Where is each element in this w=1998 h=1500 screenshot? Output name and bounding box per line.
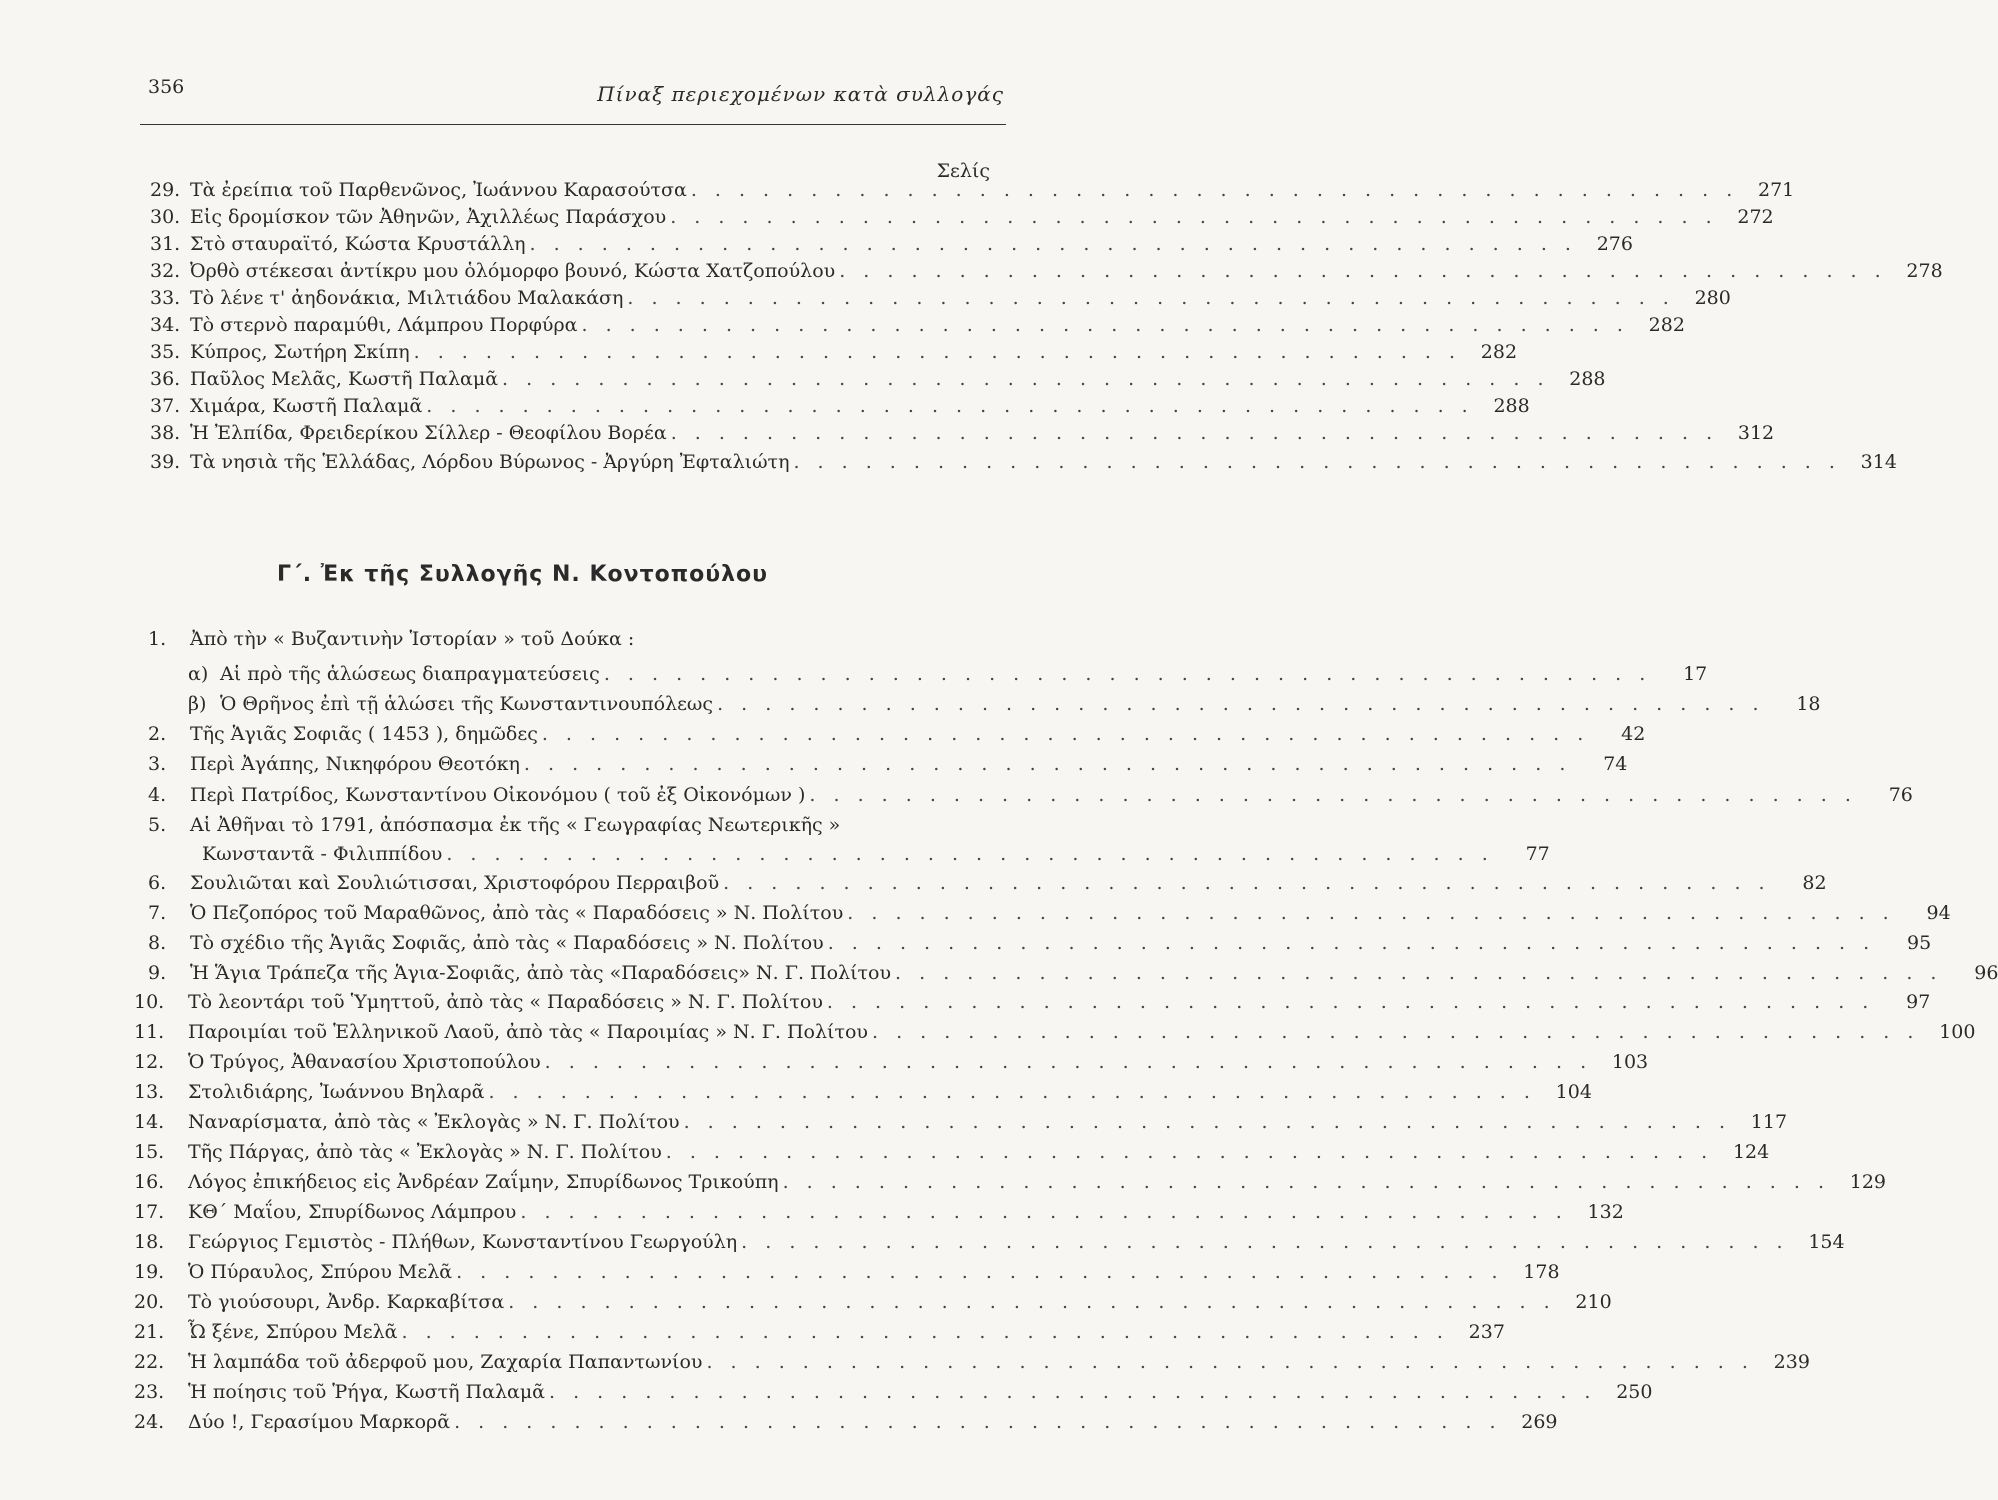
- entry-number: 22.: [134, 1351, 165, 1373]
- entry-title: Αἱ Ἀθῆναι τὸ 1791, ἀπόσπασμα ἐκ τῆς « Γεωγραφίας Νεωτερικῆς »: [190, 814, 841, 836]
- toc-entry: [150, 203, 1774, 231]
- entry-title: Δύο !, Γερασίμου Μαρκορᾶ: [188, 1411, 451, 1433]
- entry-number: 31.: [150, 233, 181, 255]
- entry-title: Χιμάρα, Κωστῆ Παλαμᾶ: [190, 395, 423, 417]
- entry-title: Αἱ πρὸ τῆς ἁλώσεως διαπραγματεύσεις: [220, 663, 600, 685]
- entry-page: 95: [1906, 932, 1932, 954]
- dot-leader: . . . . . . . . . . . . . . . . . . . . . . . . . . . . . . . . . . . . . . . . . . . .: [895, 962, 1943, 984]
- entry-title: Ὦ ξένε, Σπύρου Μελᾶ: [188, 1321, 398, 1343]
- entry-page: 104: [1555, 1081, 1592, 1103]
- entry-number: 32.: [150, 260, 181, 282]
- toc-entry: [134, 1018, 1976, 1046]
- entry-page: 94: [1926, 902, 1951, 924]
- entry-number: 24.: [134, 1411, 165, 1433]
- header-rule: [140, 124, 1006, 125]
- entry-page: 154: [1808, 1231, 1845, 1253]
- entry-page: 282: [1480, 341, 1518, 363]
- entry-page: 82: [1802, 872, 1827, 894]
- toc-entry: [134, 1318, 1505, 1346]
- entry-page: 269: [1521, 1411, 1558, 1433]
- entry-title: Ἡ λαμπάδα τοῦ ἀδερφοῦ μου, Ζαχαρία Παπαντωνίου: [188, 1351, 703, 1373]
- entry-number: 20.: [134, 1291, 165, 1313]
- toc-entry: [150, 311, 1685, 339]
- toc-entry: [148, 869, 1827, 897]
- entry-title: Λόγος ἐπικήδειος εἰς Ἀνδρέαν Ζαΐμην, Σπυρίδωνος Τρικούπη: [188, 1171, 779, 1193]
- dot-leader: . . . . . . . . . . . . . . . . . . . . . . . . . . . . . . . . . . . . . . . . . . . .: [670, 422, 1719, 444]
- entry-title: Σουλιῶται καὶ Σουλιώτισσαι, Χριστοφόρου Περραιβοῦ: [190, 872, 720, 894]
- entry-page: 129: [1849, 1171, 1887, 1193]
- dot-leader: . . . . . . . . . . . . . . . . . . . . . . . . . . . . . . . . . . . . . . . . . . . .: [454, 1411, 1502, 1433]
- entry-number: 16.: [134, 1171, 165, 1193]
- toc-entry: [148, 720, 1646, 748]
- entry-page: 18: [1796, 693, 1821, 715]
- dot-leader: . . . . . . . . . . . . . . . . . . . . . . . . . . . . . . . . . . . . . . . . . . . .: [741, 1231, 1789, 1253]
- entry-page: 271: [1758, 179, 1795, 201]
- dot-leader: . . . . . . . . . . . . . . . . . . . . . . . . . . . . . . . . . . . . . . . . . . . .: [541, 723, 1590, 745]
- entry-page: 237: [1468, 1321, 1505, 1343]
- toc-entry: [148, 625, 990, 653]
- entry-title: ΚΘ΄ Μαΐου, Σπυρίδωνος Λάμπρου: [188, 1201, 517, 1223]
- entry-page: 280: [1694, 287, 1731, 309]
- toc-entry: [134, 1048, 1649, 1076]
- dot-leader: . . . . . . . . . . . . . . . . . . . . . . . . . . . . . . . . . . . . . . . . . . . .: [488, 1081, 1536, 1103]
- toc-entry: [134, 1378, 1653, 1406]
- dot-leader: . . . . . . . . . . . . . . . . . . . . . . . . . . . . . . . . . . . . . . . . . . . .: [523, 753, 1572, 775]
- toc-entry: [150, 448, 1897, 476]
- toc-entry: [134, 1078, 1592, 1106]
- toc-entry: [188, 660, 1708, 688]
- dot-leader: . . . . . . . . . . . . . . . . . . . . . . . . . . . . . . . . . . . . . . . . . . . .: [683, 1111, 1732, 1133]
- toc-entry: [134, 1168, 1887, 1196]
- entry-page: 314: [1860, 451, 1897, 473]
- toc-entry: [134, 1198, 1624, 1226]
- entry-title: Τὸ λένε τ' ἀηδονάκια, Μιλτιάδου Μαλακάση: [190, 287, 624, 309]
- entry-title: Ὁ Πύραυλος, Σπύρου Μελᾶ: [188, 1261, 453, 1283]
- toc-entry: [148, 840, 1550, 868]
- page-column-label: Σελίς: [936, 160, 990, 182]
- dot-leader: . . . . . . . . . . . . . . . . . . . . . . . . . . . . . . . . . . . . . . . . . . . .: [544, 1051, 1593, 1073]
- toc-entry: [134, 1408, 1558, 1436]
- entry-number: 1.: [148, 628, 167, 650]
- entry-page: 278: [1906, 260, 1943, 282]
- entry-number: 4.: [148, 784, 167, 806]
- entry-number: 30.: [150, 206, 181, 228]
- dot-leader: . . . . . . . . . . . . . . . . . . . . . . . . . . . . . . . . . . . . . . . . . . . .: [502, 368, 1550, 390]
- entry-number: 9.: [148, 962, 167, 984]
- entry-page: 276: [1596, 233, 1633, 255]
- entry-page: 124: [1732, 1141, 1770, 1163]
- entry-page: 100: [1939, 1021, 1976, 1043]
- dot-leader: . . . . . . . . . . . . . . . . . . . . . . . . . . . . . . . . . . . . . . . . . . . .: [827, 932, 1876, 954]
- dot-leader: . . . . . . . . . . . . . . . . . . . . . . . . . . . . . . . . . . . . . . . . . . . .: [847, 902, 1895, 924]
- dot-leader: . . . . . . . . . . . . . . . . . . . . . . . . . . . . . . . . . . . . . . . . . . . .: [839, 260, 1887, 282]
- entry-title: Ὀρθὸ στέκεσαι ἀντίκρυ μου ὁλόμορφο βουνό, Κώστα Χατζοπούλου: [190, 260, 836, 282]
- entry-page: 250: [1616, 1381, 1653, 1403]
- page-number: 356: [148, 76, 185, 98]
- entry-title: Στὸ σταυραϊτό, Κώστα Κρυστάλλη: [190, 233, 526, 255]
- entry-number: 8.: [148, 932, 167, 954]
- entry-number: β): [188, 693, 207, 715]
- entry-page: 42: [1621, 723, 1646, 745]
- dot-leader: . . . . . . . . . . . . . . . . . . . . . . . . . . . . . . . . . . . . . . . . . . . .: [665, 1141, 1714, 1163]
- entry-number: 21.: [134, 1321, 165, 1343]
- entry-number: 17.: [134, 1201, 165, 1223]
- toc-entry: [134, 1228, 1845, 1256]
- entry-number: 34.: [150, 314, 181, 336]
- toc-entry: [150, 392, 1530, 420]
- toc-entry: [148, 959, 1998, 987]
- toc-entry: [150, 419, 1775, 447]
- page-header: [148, 76, 1004, 110]
- toc-entry: [150, 176, 1795, 204]
- dot-leader: . . . . . . . . . . . . . . . . . . . . . . . . . . . . . . . . . . . . . . . . . . . .: [871, 1021, 1920, 1043]
- entry-title: Περὶ Ἀγάπης, Νικηφόρου Θεοτόκη: [190, 753, 520, 775]
- dot-leader: . . . . . . . . . . . . . . . . . . . . . . . . . . . . . . . . . . . . . . . . . . . .: [782, 1171, 1831, 1193]
- toc-entry: [148, 899, 1951, 927]
- entry-title: Τῆς Πάργας, ἀπὸ τὰς « Ἐκλογὰς » Ν. Γ. Πολίτου: [188, 1141, 662, 1163]
- entry-title: Τὸ στερνὸ παραμύθι, Λάμπρου Πορφύρα: [190, 314, 578, 336]
- entry-number: 18.: [134, 1231, 165, 1253]
- dot-leader: . . . . . . . . . . . . . . . . . . . . . . . . . . . . . . . . . . . . . . . . . . . .: [456, 1261, 1504, 1283]
- entry-page: 312: [1737, 422, 1775, 444]
- dot-leader: . . . . . . . . . . . . . . . . . . . . . . . . . . . . . . . . . . . . . . . . . . . .: [549, 1381, 1597, 1403]
- entry-title: Τὰ ἐρείπια τοῦ Παρθενῶνος, Ἰωάννου Καρασούτσα: [190, 179, 687, 201]
- entry-page: 76: [1888, 784, 1913, 806]
- entry-number: 35.: [150, 341, 181, 363]
- toc-entry: [148, 811, 990, 839]
- entry-page: 117: [1750, 1111, 1788, 1133]
- entry-title: Τὸ γιούσουρι, Ἀνδρ. Καρκαβίτσα: [188, 1291, 505, 1313]
- entry-title: Τὸ σχέδιο τῆς Ἁγιᾶς Σοφιᾶς, ἀπὸ τὰς « Παραδόσεις » Ν. Πολίτου: [190, 932, 824, 954]
- entry-title: Παῦλος Μελᾶς, Κωστῆ Παλαμᾶ: [190, 368, 499, 390]
- dot-leader: . . . . . . . . . . . . . . . . . . . . . . . . . . . . . . . . . . . . . . . . . . . .: [717, 693, 1765, 715]
- dot-leader: . . . . . . . . . . . . . . . . . . . . . . . . . . . . . . . . . . . . . . . . . . . .: [670, 206, 1718, 228]
- entry-number: 19.: [134, 1261, 165, 1283]
- toc-entry: [150, 338, 1518, 366]
- entry-page: 96: [1974, 962, 1998, 984]
- entry-number: 38.: [150, 422, 181, 444]
- entry-title: Παροιμίαι τοῦ Ἑλληνικοῦ Λαοῦ, ἀπὸ τὰς « Παροιμίας » Ν. Γ. Πολίτου: [188, 1021, 868, 1043]
- toc-entry: [150, 257, 1943, 285]
- entry-title: Εἰς δρομίσκον τῶν Ἀθηνῶν, Ἀχιλλέως Παράσχου: [190, 206, 667, 228]
- entry-title: Ἡ Ἅγια Τράπεζα τῆς Ἁγια-Σοφιᾶς, ἀπὸ τὰς «Παραδόσεις» Ν. Γ. Πολίτου: [190, 962, 892, 984]
- entry-title: Ἡ ποίησις τοῦ Ῥήγα, Κωστῆ Παλαμᾶ: [188, 1381, 545, 1403]
- entry-title: Ἡ Ἐλπίδα, Φρειδερίκου Σίλλερ - Θεοφίλου Βορέα: [190, 422, 667, 444]
- dot-leader: . . . . . . . . . . . . . . . . . . . . . . . . . . . . . . . . . . . . . . . . . . . .: [581, 314, 1629, 336]
- entry-title: Κωνσταντᾶ - Φιλιππίδου: [202, 843, 443, 865]
- entry-title: Τὰ νησιὰ τῆς Ἑλλάδας, Λόρδου Βύρωνος - Ἀργύρη Ἐφταλιώτη: [190, 451, 790, 473]
- entry-page: 77: [1525, 843, 1550, 865]
- dot-leader: . . . . . . . . . . . . . . . . . . . . . . . . . . . . . . . . . . . . . . . . . . . .: [690, 179, 1739, 201]
- entry-title: Ὁ Τρύγος, Ἀθανασίου Χριστοπούλου: [188, 1051, 541, 1073]
- entry-number: 36.: [150, 368, 181, 390]
- toc-entry: [134, 1348, 1810, 1376]
- entry-title: Τῆς Ἁγιᾶς Σοφιᾶς ( 1453 ), δημῶδες: [190, 723, 538, 745]
- toc-entry: [150, 365, 1606, 393]
- entry-number: 10.: [134, 991, 165, 1013]
- entry-number: 15.: [134, 1141, 165, 1163]
- dot-leader: . . . . . . . . . . . . . . . . . . . . . . . . . . . . . . . . . . . . . . . . . . . .: [413, 341, 1462, 363]
- dot-leader: . . . . . . . . . . . . . . . . . . . . . . . . . . . . . . . . . . . . . . . . . . . .: [826, 991, 1875, 1013]
- entry-page: 178: [1523, 1261, 1560, 1283]
- dot-leader: . . . . . . . . . . . . . . . . . . . . . . . . . . . . . . . . . . . . . . . . . . . .: [446, 843, 1494, 865]
- entry-title: Περὶ Πατρίδος, Κωνσταντίνου Οἰκονόμου ( τοῦ ἐξ Οἰκονόμων ): [190, 784, 806, 806]
- entry-title: Ὁ Πεζοπόρος τοῦ Μαραθῶνος, ἀπὸ τὰς « Παραδόσεις » Ν. Πολίτου: [190, 902, 844, 924]
- entry-title: Ναναρίσματα, ἀπὸ τὰς « Ἐκλογὰς » Ν. Γ. Πολίτου: [188, 1111, 680, 1133]
- dot-leader: . . . . . . . . . . . . . . . . . . . . . . . . . . . . . . . . . . . . . . . . . . . .: [508, 1291, 1556, 1313]
- entry-number: 13.: [134, 1081, 165, 1103]
- dot-leader: . . . . . . . . . . . . . . . . . . . . . . . . . . . . . . . . . . . . . . . . . . . .: [627, 287, 1675, 309]
- dot-leader: . . . . . . . . . . . . . . . . . . . . . . . . . . . . . . . . . . . . . . . . . . . .: [529, 233, 1577, 255]
- entry-number: 39.: [150, 451, 181, 473]
- entry-number: 6.: [148, 872, 167, 894]
- entry-page: 272: [1737, 206, 1774, 228]
- entry-number: 3.: [148, 753, 167, 775]
- dot-leader: . . . . . . . . . . . . . . . . . . . . . . . . . . . . . . . . . . . . . . . . . . . .: [520, 1201, 1568, 1223]
- toc-entry: [150, 230, 1633, 258]
- entry-number: 5.: [148, 814, 167, 836]
- entry-page: 239: [1773, 1351, 1810, 1373]
- dot-leader: . . . . . . . . . . . . . . . . . . . . . . . . . . . . . . . . . . . . . . . . . . . .: [426, 395, 1474, 417]
- dot-leader: . . . . . . . . . . . . . . . . . . . . . . . . . . . . . . . . . . . . . . . . . . . .: [603, 663, 1652, 685]
- entry-number: 11.: [134, 1021, 165, 1043]
- entry-page: 288: [1493, 395, 1530, 417]
- entry-title: Στολιδιάρης, Ἰωάννου Βηλαρᾶ: [188, 1081, 485, 1103]
- dot-leader: . . . . . . . . . . . . . . . . . . . . . . . . . . . . . . . . . . . . . . . . . . . .: [793, 451, 1841, 473]
- entry-page: 103: [1611, 1051, 1649, 1073]
- entry-page: 132: [1587, 1201, 1624, 1223]
- toc-entry: [134, 1138, 1770, 1166]
- entry-page: 97: [1906, 991, 1931, 1013]
- dot-leader: . . . . . . . . . . . . . . . . . . . . . . . . . . . . . . . . . . . . . . . . . . . .: [706, 1351, 1754, 1373]
- entry-number: 23.: [134, 1381, 165, 1403]
- dot-leader: . . . . . . . . . . . . . . . . . . . . . . . . . . . . . . . . . . . . . . . . . . . .: [723, 872, 1771, 894]
- dot-leader: . . . . . . . . . . . . . . . . . . . . . . . . . . . . . . . . . . . . . . . . . . . .: [401, 1321, 1449, 1343]
- entry-number: 7.: [148, 902, 167, 924]
- entry-page: 17: [1683, 663, 1708, 685]
- entry-number: 29.: [150, 179, 181, 201]
- toc-entry: [148, 929, 1932, 957]
- toc-entry: [134, 1288, 1612, 1316]
- entry-page: 210: [1575, 1291, 1612, 1313]
- entry-page: 288: [1569, 368, 1606, 390]
- toc-entry: [134, 988, 1931, 1016]
- dot-leader: . . . . . . . . . . . . . . . . . . . . . . . . . . . . . . . . . . . . . . . . . . . .: [809, 784, 1857, 806]
- toc-entry: [134, 1108, 1788, 1136]
- toc-entry: [134, 1258, 1560, 1286]
- toc-entry: [148, 750, 1628, 778]
- entry-number: 14.: [134, 1111, 165, 1133]
- entry-number: 12.: [134, 1051, 165, 1073]
- section-heading: Γ΄. Ἐκ τῆς Συλλογῆς Ν. Κοντοπούλου: [276, 562, 769, 587]
- toc-entry: [150, 284, 1731, 312]
- toc-entry: [188, 690, 1821, 718]
- entry-title: Τὸ λεοντάρι τοῦ Ὑμηττοῦ, ἀπὸ τὰς « Παραδόσεις » Ν. Γ. Πολίτου: [188, 991, 823, 1013]
- running-title: Πίναξ περιεχομένων κατὰ συλλογάς: [597, 82, 1004, 106]
- entry-page: 74: [1603, 753, 1628, 775]
- entry-number: α): [188, 663, 209, 685]
- entry-number: 2.: [148, 723, 167, 745]
- entry-page: 282: [1648, 314, 1685, 336]
- entry-title: Κύπρος, Σωτήρη Σκίπη: [190, 341, 410, 363]
- entry-title: Ἀπὸ τὴν « Βυζαντινὴν Ἱστορίαν » τοῦ Δούκα :: [190, 628, 635, 650]
- entry-title: Γεώργιος Γεμιστὸς - Πλήθων, Κωνσταντίνου Γεωργούλη: [188, 1231, 738, 1253]
- entry-number: 33.: [150, 287, 181, 309]
- toc-entry: [148, 781, 1913, 809]
- entry-number: 37.: [150, 395, 181, 417]
- entry-title: Ὁ Θρῆνος ἐπὶ τῇ ἁλώσει τῆς Κωνσταντινουπόλεως: [220, 693, 714, 715]
